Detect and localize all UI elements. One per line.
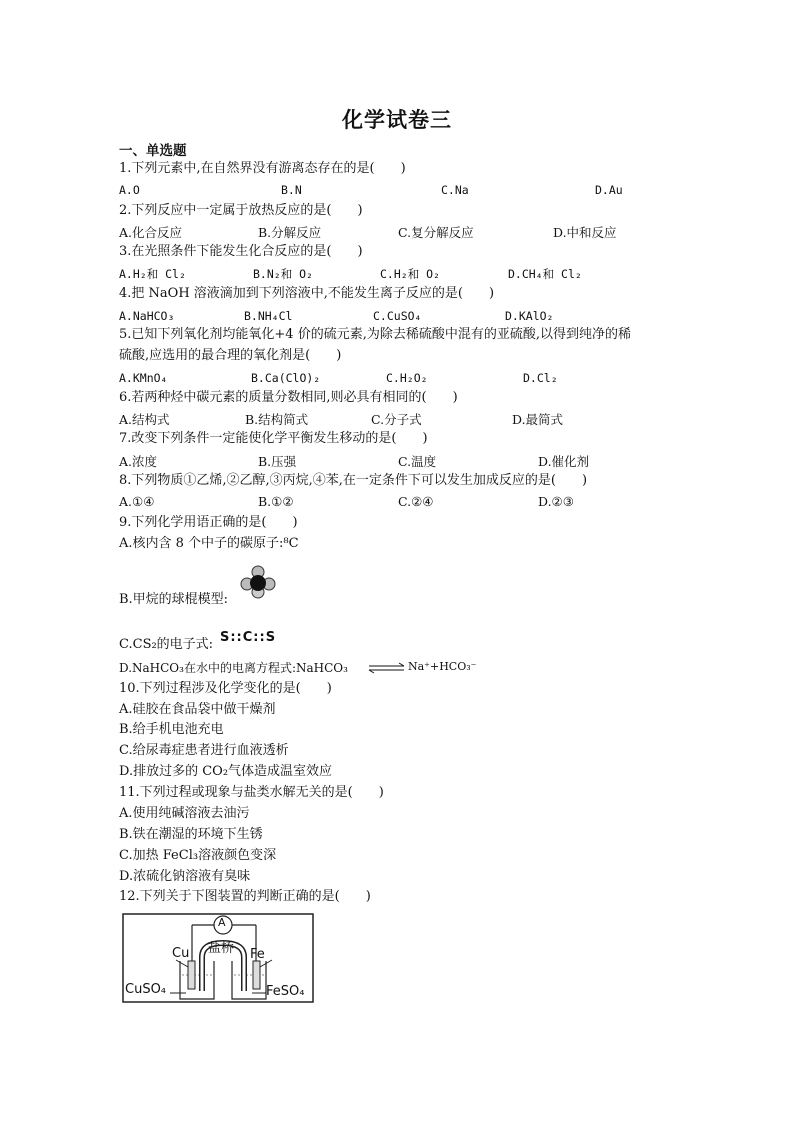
q1-option-c: C.Na <box>441 183 469 197</box>
q1-option-b: B.N <box>281 183 302 197</box>
left-electrode-label: Cu <box>172 946 190 961</box>
q5-option-a: A.KMnO₄ <box>119 371 168 385</box>
page-title: 化学试卷三 <box>342 107 452 132</box>
question-5-stem-line-2: 硫酸,应选用的最合理的氧化剂是( ) <box>119 348 342 363</box>
q10-option-c: C.给尿毒症患者进行血液透析 <box>119 743 289 758</box>
q6-option-b: B.结构简式 <box>245 412 309 427</box>
q8-option-b: B.①② <box>258 494 294 509</box>
q3-option-b: B.N₂和 O₂ <box>253 267 313 281</box>
q7-option-a: A.浓度 <box>119 454 158 469</box>
q4-option-a: A.NaHCO₃ <box>119 309 175 323</box>
q11-option-c: C.加热 FeCl₃溶液颜色变深 <box>119 848 277 863</box>
q10-option-b: B.给手机电池充电 <box>119 722 224 737</box>
q11-option-b: B.铁在潮湿的环境下生锈 <box>119 827 263 842</box>
q8-option-a: A.①④ <box>119 494 155 509</box>
q5-option-d: D.Cl₂ <box>523 371 558 385</box>
q3-option-c: C.H₂和 O₂ <box>380 267 440 281</box>
salt-bridge-label: 盐桥 <box>208 941 235 956</box>
q7-option-c: C.温度 <box>398 454 437 469</box>
question-2-stem: 2.下列反应中一定属于放热反应的是( ) <box>119 203 363 218</box>
q11-option-a: A.使用纯碱溶液去油污 <box>119 806 250 821</box>
question-5-stem-line-1: 5.已知下列氧化剂均能氧化+4 价的硫元素,为除去稀硫酸中混有的亚硫酸,以得到纯净的稀 <box>119 327 631 342</box>
q1-option-d: D.Au <box>595 183 623 197</box>
question-4-stem: 4.把 NaOH 溶液滴加到下列溶液中,不能发生离子反应的是( ) <box>119 286 495 301</box>
q6-option-a: A.结构式 <box>119 412 170 427</box>
q8-option-c: C.②④ <box>398 494 434 509</box>
q2-option-a: A.化合反应 <box>119 225 183 240</box>
question-1-stem: 1.下列元素中,在自然界没有游离态存在的是( ) <box>119 161 406 176</box>
q9-option-a: A.核内含 8 个中子的碳原子:⁸C <box>119 536 299 551</box>
ammeter-icon: A <box>218 916 226 929</box>
question-3-stem: 3.在光照条件下能发生化合反应的是( ) <box>119 244 363 259</box>
question-10-stem: 10.下列过程涉及化学变化的是( ) <box>119 681 332 696</box>
left-solution-label: CuSO₄ <box>125 982 167 997</box>
q5-option-b: B.Ca(ClO)₂ <box>251 371 321 385</box>
question-9-stem: 9.下列化学用语正确的是( ) <box>119 515 298 530</box>
methane-ball-stick-model-icon <box>240 564 276 600</box>
q3-option-a: A.H₂和 Cl₂ <box>119 267 186 281</box>
q7-option-b: B.压强 <box>258 454 297 469</box>
q5-option-c: C.H₂O₂ <box>386 371 428 385</box>
right-solution-label: FeSO₄ <box>266 984 305 999</box>
q9-option-d: D.NaHCO₃在水中的电离方程式:NaHCO₃ <box>119 661 348 675</box>
q8-option-d: D.②③ <box>538 494 574 509</box>
q3-option-d: D.CH₄和 Cl₂ <box>508 267 582 281</box>
question-6-stem: 6.若两种烃中碳元素的质量分数相同,则必具有相同的( ) <box>119 390 458 405</box>
section-heading: 一、单选题 <box>119 143 187 159</box>
question-12-stem: 12.下列关于下图装置的判断正确的是( ) <box>119 889 371 904</box>
q4-option-d: D.KAlO₂ <box>505 309 554 323</box>
q9-option-b: B.甲烷的球棍模型: <box>119 592 229 607</box>
q11-option-d: D.浓硫化钠溶液有臭味 <box>119 869 251 884</box>
question-8-stem: 8.下列物质①乙烯,②乙醇,③丙烷,④苯,在一定条件下可以发生加成反应的是( ) <box>119 473 588 488</box>
q4-option-b: B.NH₄Cl <box>244 309 293 323</box>
q2-option-c: C.复分解反应 <box>398 225 474 240</box>
q1-option-a: A.O <box>119 183 140 197</box>
right-electrode-label: Fe <box>250 947 265 962</box>
question-7-stem: 7.改变下列条件一定能使化学平衡发生移动的是( ) <box>119 431 428 446</box>
question-11-stem: 11.下列过程或现象与盐类水解无关的是( ) <box>119 785 384 800</box>
q2-option-b: B.分解反应 <box>258 225 322 240</box>
reversible-arrow-icon <box>368 662 406 674</box>
q9-option-d-ions: Na⁺+HCO₃⁻ <box>408 660 477 673</box>
cs2-electron-formula: S::C::S <box>220 630 277 645</box>
q4-option-c: C.CuSO₄ <box>373 309 422 323</box>
q10-option-d: D.排放过多的 CO₂气体造成温室效应 <box>119 764 333 779</box>
q2-option-d: D.中和反应 <box>553 225 617 240</box>
q6-option-c: C.分子式 <box>371 412 422 427</box>
q6-option-d: D.最简式 <box>512 412 564 427</box>
galvanic-cell-diagram <box>122 913 314 1005</box>
q9-option-c: C.CS₂的电子式: <box>119 637 214 652</box>
q7-option-d: D.催化剂 <box>538 454 590 469</box>
q10-option-a: A.硅胶在食品袋中做干燥剂 <box>119 702 276 717</box>
